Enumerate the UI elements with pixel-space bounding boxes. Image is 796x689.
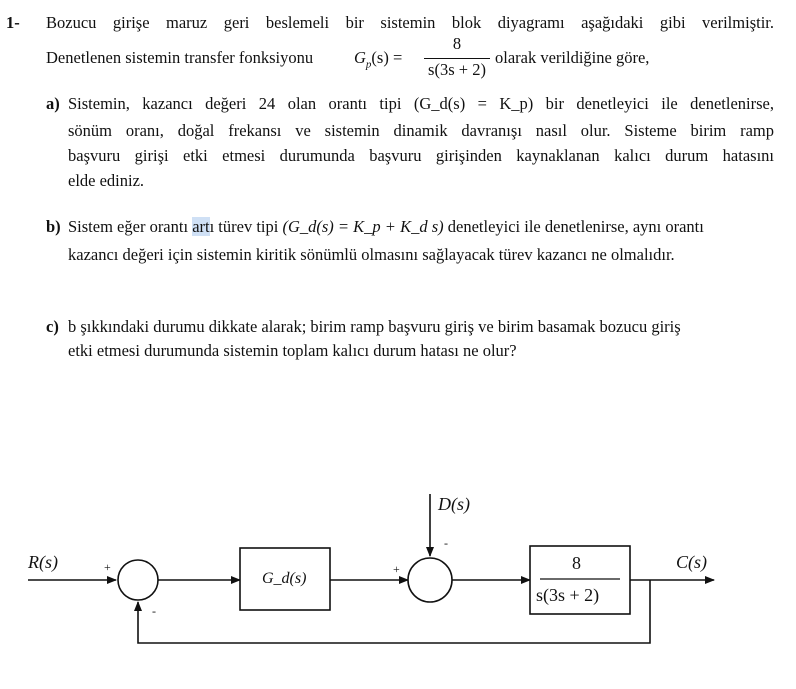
sum2-minus-sign: - <box>444 536 448 550</box>
part-b-line-1-mid: ı türev tipi <box>209 217 279 236</box>
part-a-line-4: elde ediniz. <box>68 171 145 190</box>
intro-line-2-post: olarak verildiğine göre, <box>495 48 650 67</box>
sum1-minus-sign: - <box>152 604 156 618</box>
plant-denominator: s(3s + 2) <box>536 585 600 605</box>
gp-letter: G <box>354 48 366 67</box>
intro-line-2-pre: Denetlenen sistemin transfer fonksiyonu <box>46 48 314 67</box>
problem-number: 1- <box>6 13 20 32</box>
output-label: C(s) <box>676 552 707 572</box>
input-label: R(s) <box>28 552 58 572</box>
summing-junction-2 <box>408 558 452 602</box>
sum1-plus-sign: + <box>104 560 111 574</box>
intro-line-1: Bozucu girişe maruz geri beslemeli bir sistemin blok diyagramı aşağıdaki gibi verilmiştir. <box>46 13 774 32</box>
tf-numerator: 8 <box>452 34 462 53</box>
gp-arg: (s) = <box>371 48 403 67</box>
sum2-plus-sign: + <box>393 562 400 576</box>
plant-numerator: 8 <box>572 553 581 573</box>
part-c-line-1: b şıkkındaki durumu dikkate alarak; birim ramp başvuru giriş ve birim basamak bozucu giriş <box>68 317 681 336</box>
controller-label: G_d(s) <box>262 570 307 587</box>
gp-subscript: p <box>365 58 372 71</box>
part-b-highlight: art <box>192 217 210 236</box>
part-a-line-3: başvuru girişi etki etmesi durumunda başvuru girişinden kaynaklanan kalıcı durum hatasını <box>68 146 774 165</box>
part-b-label: b) <box>46 217 61 236</box>
part-b-line-1-pre: Sistem eğer orantı <box>68 217 189 236</box>
tf-denominator: s(3s + 2) <box>428 60 486 79</box>
part-c-label: c) <box>46 317 59 336</box>
summing-junction-1 <box>118 560 158 600</box>
part-b-line-2: kazancı değeri için sistemin kiritik sönümlü olmasını sağlayacak türev kazancı ne olmalıdır. <box>68 245 675 264</box>
part-b-controller-expr: (G_d(s) = K_p + K_d s) <box>282 217 444 236</box>
part-c-line-2: etki etmesi durumunda sistemin toplam kalıcı durum hatası ne olur? <box>68 341 517 360</box>
part-a-label: a) <box>46 94 60 113</box>
disturbance-label: D(s) <box>438 494 470 514</box>
part-a-line-2: sönüm oranı, doğal frekansı ve sistemin dinamik davranışı nasıl olur. Sisteme birim ramp <box>68 121 774 140</box>
part-a-line-1: Sistemin, kazancı değeri 24 olan orantı tipi (G_d(s) = K_p) bir denetleyici ile denetlenirse, <box>68 94 774 113</box>
part-b-line-1-post: denetleyici ile denetlenirse, aynı orantı <box>447 217 704 236</box>
